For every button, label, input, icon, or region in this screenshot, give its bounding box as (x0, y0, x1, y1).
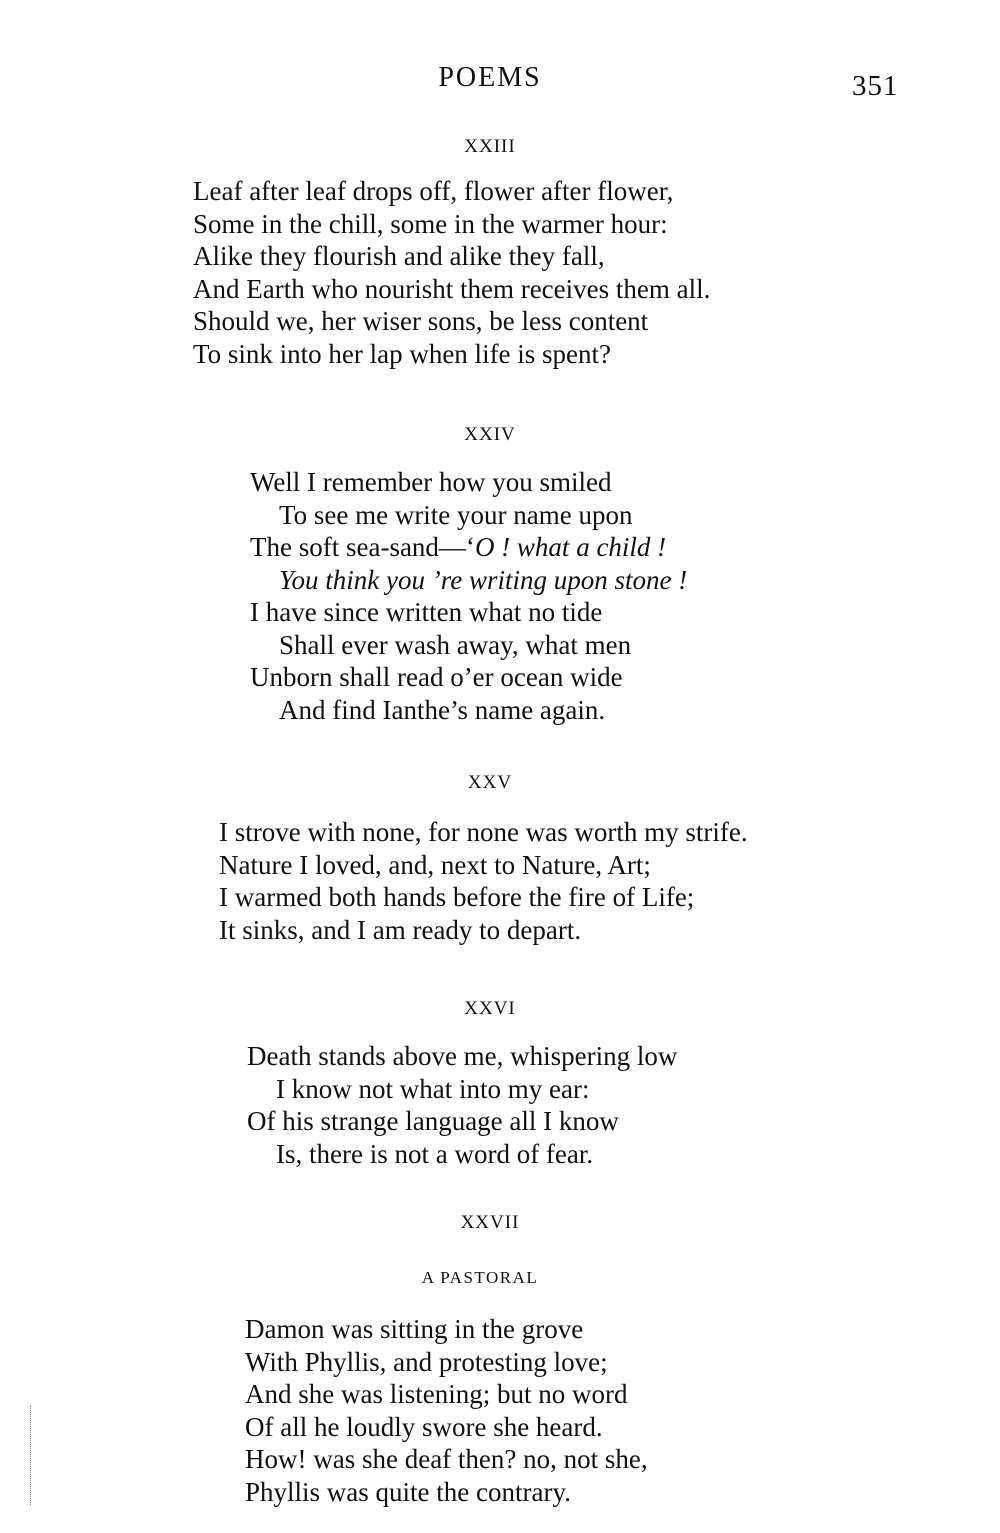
poem-line: Unborn shall read o’er ocean wide (250, 662, 623, 692)
poem-line-italic: O ! what a child ! (474, 532, 667, 562)
poem-number-xxiii: XXIII (464, 136, 516, 157)
poem-line: How! was she deaf then? no, not she, (245, 1444, 648, 1474)
poem-line: I warmed both hands before the fire of Life; (219, 882, 695, 912)
poem-line: Leaf after leaf drops off, flower after flower, (193, 176, 674, 206)
poem-number-xxiv: XXIV (464, 424, 516, 445)
poem-number-xxv: XXV (467, 772, 513, 793)
poem-line: Some in the chill, some in the warmer hour: (193, 208, 668, 239)
poem-line: To see me write your name upon (279, 499, 633, 530)
poem-line: Alike they flourish and alike they fall, (193, 241, 605, 271)
poem-line: I have since written what no tide (250, 597, 603, 627)
poem-line (250, 531, 687, 564)
poem-line: Shall ever wash away, what men (279, 629, 632, 660)
poem-xxvi (247, 1040, 677, 1170)
poem-number-xxvii: XXVII (460, 1212, 520, 1233)
poem-line: Of all he loudly swore she heard. (245, 1411, 603, 1442)
poem-line: With Phyllis, and protesting love; (245, 1346, 608, 1377)
scan-margin-mark (30, 1405, 31, 1505)
poem-line: Nature I loved, and, next to Nature, Art; (219, 849, 651, 880)
poem-line: Death stands above me, whispering low (247, 1041, 678, 1071)
poem-line: Damon was sitting in the grove (245, 1314, 584, 1344)
poem-line: Is, there is not a word of fear. (276, 1138, 594, 1169)
poem-line: Of his strange language all I know (247, 1106, 619, 1136)
poem-line: Well I remember how you smiled (250, 467, 612, 497)
poem-xxvii (245, 1313, 648, 1508)
poem-line-italic (250, 564, 687, 597)
poem-line: It sinks, and I am ready to depart. (219, 914, 582, 945)
poem-subtitle: A PASTORAL (421, 1268, 539, 1287)
poem-line: I strove with none, for none was worth my strife. (219, 817, 748, 847)
poem-line: Phyllis was quite the contrary. (245, 1476, 571, 1507)
poem-line: And she was listening; but no word (245, 1379, 628, 1409)
poem-line-italic-text: You think you ’re writing upon stone ! (279, 564, 688, 595)
poem-line-roman: The soft sea-sand—‘ (250, 532, 475, 562)
poem-line: I know not what into my ear: (276, 1073, 590, 1104)
poem-line: To sink into her lap when life is spent? (193, 338, 612, 369)
poem-line: And find Ianthe’s name again. (279, 694, 606, 725)
page-number: 351 (852, 70, 899, 102)
poem-line: And Earth who nourisht them receives them all. (193, 273, 711, 304)
poem-number-xxvi: XXVI (464, 998, 516, 1019)
poem-line: Should we, her wiser sons, be less content (193, 306, 649, 336)
poem-xxiv (250, 466, 687, 726)
running-head: POEMS (438, 62, 542, 93)
poem-xxiii (193, 175, 710, 370)
poem-xxv (219, 816, 748, 946)
